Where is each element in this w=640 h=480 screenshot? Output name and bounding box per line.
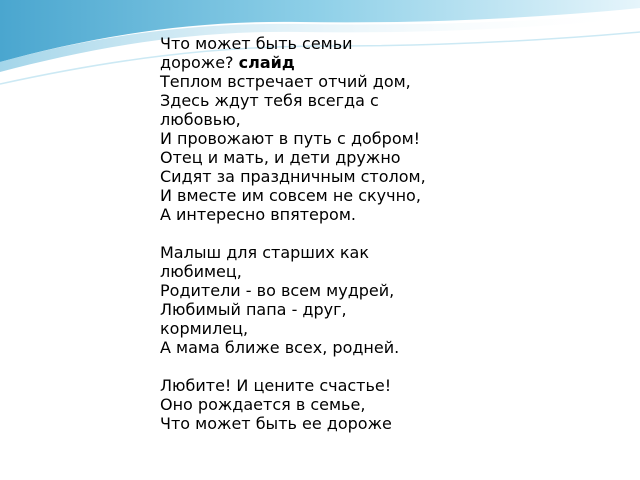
poem-line: Малыш для старших как	[160, 243, 369, 262]
poem-line: Отец и мать, и дети дружно	[160, 148, 401, 167]
poem-line: И провожают в путь с добром!	[160, 129, 421, 148]
poem-line: Теплом встречает отчий дом,	[160, 72, 411, 91]
poem-line: кормилец,	[160, 319, 249, 338]
poem-line: А мама ближе всех, родней.	[160, 338, 400, 357]
poem-text	[160, 34, 460, 433]
slide-label: слайд	[238, 53, 295, 72]
stanza-gap	[160, 357, 460, 376]
poem-line: И вместе им совсем не скучно,	[160, 186, 421, 205]
poem-line: Любите! И цените счастье!	[160, 376, 392, 395]
poem-line: Оно рождается в семье,	[160, 395, 366, 414]
poem-line: Сидят за праздничным столом,	[160, 167, 426, 186]
poem-line: А интересно впятером.	[160, 205, 356, 224]
poem-line: Любимый папа - друг,	[160, 300, 347, 319]
poem-line: Что может быть ее дороже	[160, 414, 392, 433]
poem-line: любовью,	[160, 110, 241, 129]
poem-line: Здесь ждут тебя всегда с	[160, 91, 379, 110]
poem-line: любимец,	[160, 262, 242, 281]
title-line-2	[160, 53, 460, 72]
title-line-2-prefix: дороже?	[160, 53, 239, 72]
title-line-1: Что может быть семьи	[160, 34, 353, 53]
poem-line: Родители - во всем мудрей,	[160, 281, 395, 300]
stanza-gap	[160, 224, 460, 243]
